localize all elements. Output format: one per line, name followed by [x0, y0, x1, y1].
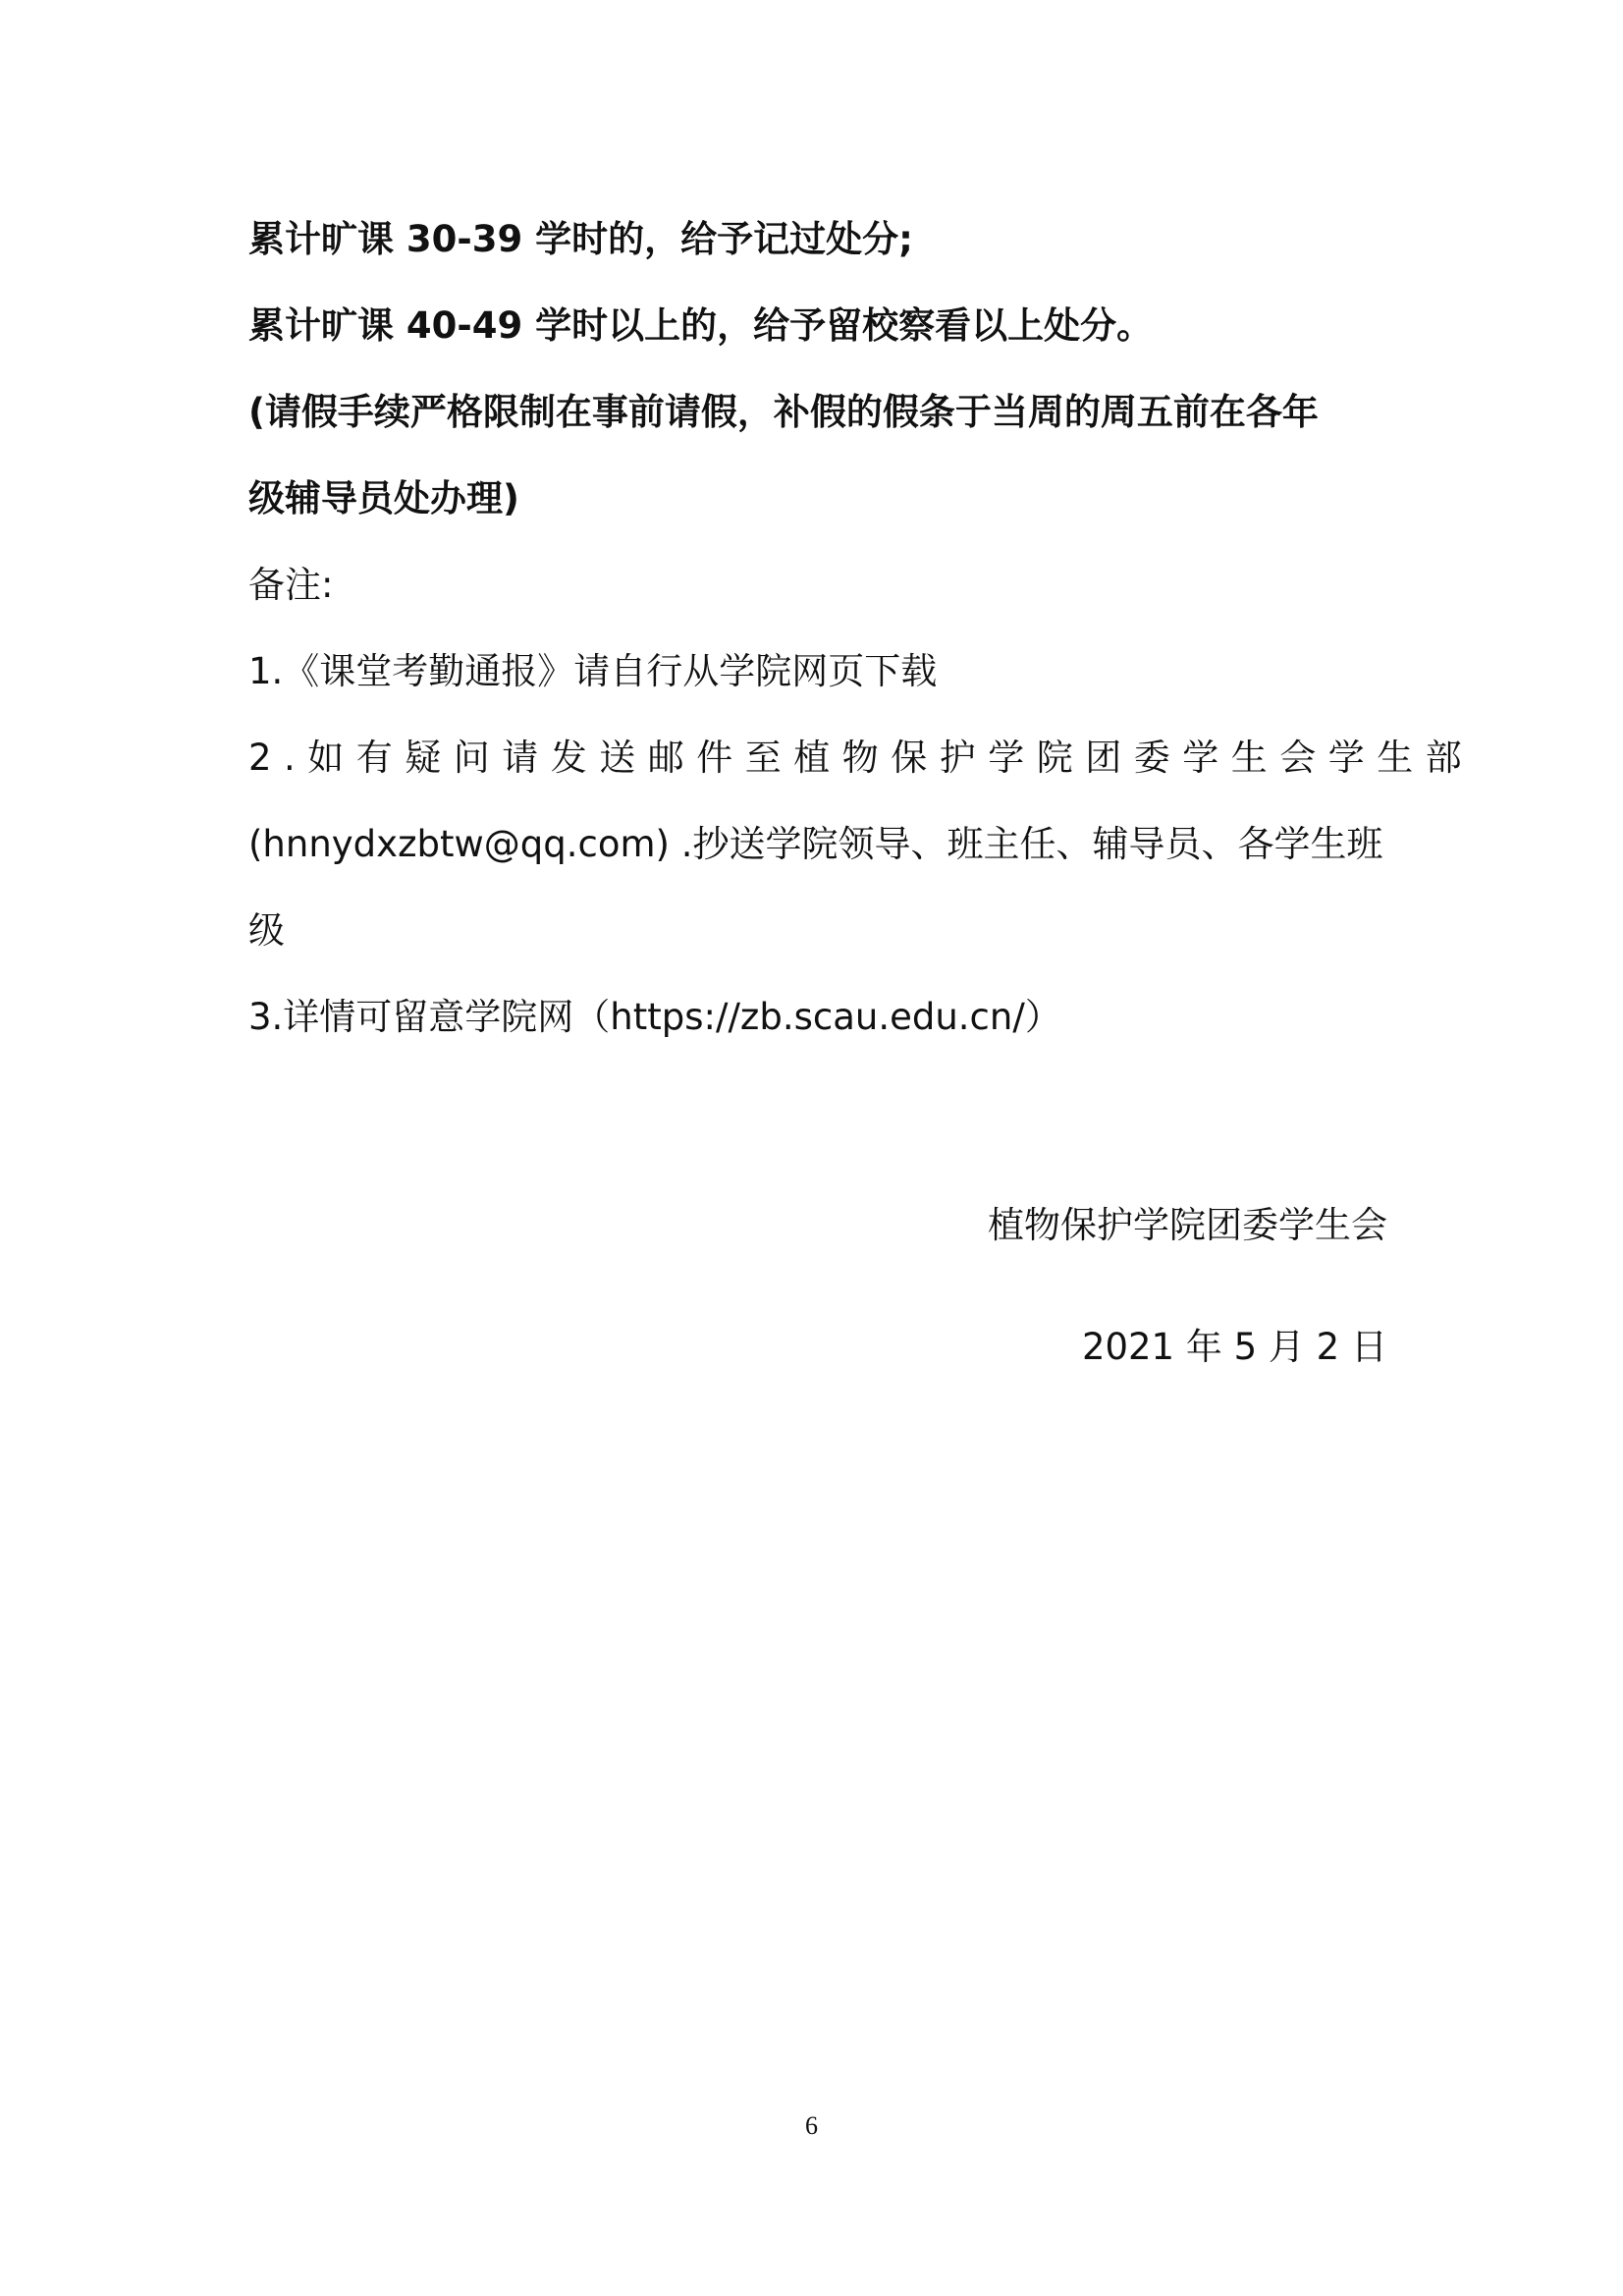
leave-note-line-1: (请假手续严格限制在事前请假，补假的假条于当周的周五前在各年	[248, 391, 1319, 433]
remark-item-2-line-2: (hnnydxzbtw@qq.com) .抄送学院领导、班主任、辅导员、各学生班	[248, 823, 1383, 865]
penalty-line-1: 累计旷课 30-39 学时的，给予记过处分;	[248, 218, 913, 260]
signature-organization: 植物保护学院团委学生会	[988, 1204, 1387, 1246]
leave-note-line-2: 级辅导员处办理)	[248, 477, 519, 519]
remark-item-3: 3.详情可留意学院网（https://zb.scau.edu.cn/）	[248, 996, 1061, 1038]
remark-item-2-line-1: 2.如有疑问请发送邮件至植物保护学院团委学生会学生部	[248, 737, 1475, 779]
page-number: 6	[805, 2111, 818, 2140]
remark-item-2-line-3: 级	[248, 909, 285, 952]
penalty-line-2: 累计旷课 40-49 学时以上的，给予留校察看以上处分。	[248, 304, 1154, 347]
remarks-heading: 备注:	[248, 564, 334, 606]
signature-date: 2021 年 5 月 2 日	[1081, 1326, 1387, 1368]
remark-item-1: 1.《课堂考勤通报》请自行从学院网页下载	[248, 650, 938, 692]
